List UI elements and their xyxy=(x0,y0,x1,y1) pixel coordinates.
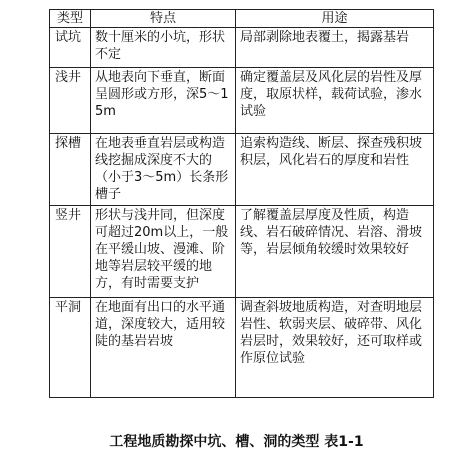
row-type-cell: 平洞 xyxy=(50,298,91,398)
row-use-cell: 了解覆盖层厚度及性质，构造线、岩石破碎情况、岩溶、滑坡等，岩层倾角较缓时效果较好 xyxy=(236,206,434,298)
row-feature-cell: 在地表垂直岩层或构造线挖掘成深度不大的（小于3～5m）长条形槽子 xyxy=(91,134,236,206)
row-type-cell: 探槽 xyxy=(50,134,91,206)
header-use: 用途 xyxy=(236,10,434,28)
table-row xyxy=(50,28,434,68)
row-type-cell: 试坑 xyxy=(50,28,91,68)
table-caption: 工程地质勘探中坑、槽、洞的类型 表1-1 xyxy=(109,434,364,450)
table-row xyxy=(50,206,434,298)
row-use-cell: 追索构造线、断层、探查残积坡积层，风化岩石的厚度和岩性 xyxy=(236,134,434,206)
table-row xyxy=(50,134,434,206)
exploration-types-table xyxy=(49,9,434,398)
header-type: 类型 xyxy=(50,10,91,28)
row-feature-cell: 在地面有出口的水平通道，深度较大，适用较陡的基岩岩坡 xyxy=(91,298,236,398)
row-feature-cell: 形状与浅井同，但深度可超过20m以上，一般在平缓山坡、漫滩、阶地等岩层较平缓的地方，有时需要支护 xyxy=(91,206,236,298)
table-row xyxy=(50,68,434,134)
row-use-cell: 调查斜坡地质构造，对查明地层岩性、软弱夹层、破碎带、风化岩层时，效果较好，还可取样或作原位试验 xyxy=(236,298,434,398)
row-use-cell: 局部剥除地表覆土，揭露基岩 xyxy=(236,28,434,68)
row-use-cell: 确定覆盖层及风化层的岩性及厚度，取原状样，载荷试验，渗水试验 xyxy=(236,68,434,134)
row-feature-cell: 从地表向下垂直，断面呈圆形或方形，深5～15m xyxy=(91,68,236,134)
table-row xyxy=(50,298,434,398)
row-feature-cell: 数十厘米的小坑，形状不定 xyxy=(91,28,236,68)
row-type-cell: 浅井 xyxy=(50,68,91,134)
table-header-row xyxy=(50,10,434,28)
row-type-cell: 竖井 xyxy=(50,206,91,298)
header-feature: 特点 xyxy=(91,10,236,28)
